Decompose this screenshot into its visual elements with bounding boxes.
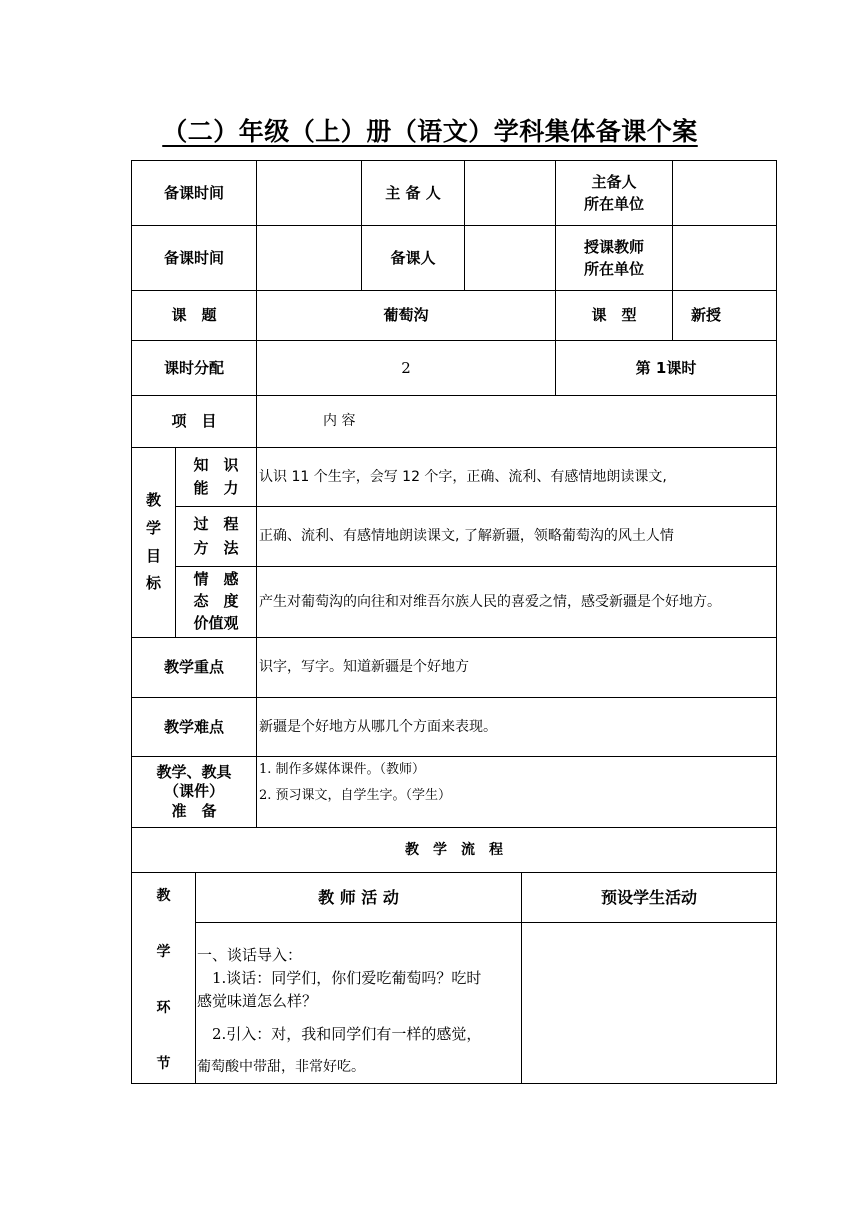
prep-time-value[interactable] [257,161,361,225]
student-activity-content[interactable] [522,923,776,1083]
current-period: 第 1课时 [635,358,697,377]
goals-label: 教 学 目 标 [145,491,161,593]
goal-knowledge-text: 认识 11 个生字，会写 12 个字，正确、流利、有感情地朗读课文, [259,468,667,485]
lesson-type-value: 新授 [691,306,722,325]
teacher-activity-content [197,944,520,1079]
period-count: 2 [401,358,411,377]
student-activity-header: 预设学生活动 [600,887,697,907]
teacher-line: 感觉味道怎么样？ [197,992,318,1010]
teacher-activity-header: 教 师 活 动 [318,887,399,907]
teacher-line: 一、谈话导入： [197,946,303,964]
teacher-line: 葡萄酸中带甜，非常好吃。 [197,1059,365,1075]
difficulty-text: 新疆是个好地方从哪几个方面来表现。 [259,718,497,735]
preparer-value[interactable] [465,226,555,290]
main-preparer-unit-label: 主备人 所在单位 [583,172,644,213]
teacher-unit-value[interactable] [673,226,776,290]
topic-label: 课 题 [171,306,217,325]
prep-time-value-2[interactable] [257,226,361,290]
main-preparer-label: 主 备 人 [385,183,441,202]
goal-attitude-text: 产生对葡萄沟的向往和对维吾尔族人民的喜爱之情，感受新疆是个好地方。 [259,593,721,610]
prep-item: 2. 预习课文，自学生字。（学生） [259,788,452,803]
prep-item: 1. 制作多媒体课件。（教师） [259,762,426,777]
difficulty-label: 教学难点 [163,717,224,736]
flow-title: 教 学 流 程 [405,841,503,858]
goal-knowledge-label: 知 识 能 力 [193,455,239,497]
main-preparer-value[interactable] [465,161,555,225]
item-label: 项 目 [171,412,217,431]
prep-time-label: 备课时间 [163,183,224,202]
goal-attitude-label: 情 感 态 度 价值观 [193,570,239,632]
key-point-label: 教学重点 [163,658,224,677]
teacher-line: 1.谈话：同学们，你们爱吃葡萄吗？吃时 [197,969,482,987]
topic-value: 葡萄沟 [383,306,429,325]
preparer-label: 备课人 [390,248,436,267]
main-preparer-unit-value[interactable] [673,161,776,225]
prep-items [257,757,776,827]
flow-side-label: 教 学 环 节 [156,888,171,1072]
teacher-unit-label: 授课教师 所在单位 [583,237,644,278]
key-point-text: 识字，写字。知道新疆是个好地方 [259,659,469,675]
teacher-line: 2.引入：对，我和同学们有一样的感觉， [197,1025,482,1043]
goal-process-text: 正确、流利、有感情地朗读课文, 了解新疆，领略葡萄沟的风土人情 [259,528,674,544]
lesson-type-label: 课 型 [591,306,637,325]
document-title: （二）年级（上）册（语文）学科集体备课个案 [162,117,698,146]
prep-label: 教学、教具 （课件） 准 备 [156,762,232,820]
content-label: 内 容 [323,413,356,429]
prep-time-label-2: 备课时间 [163,248,224,267]
period-allocation-label: 课时分配 [163,358,224,377]
goal-process-label: 过 程 方 法 [193,515,239,557]
